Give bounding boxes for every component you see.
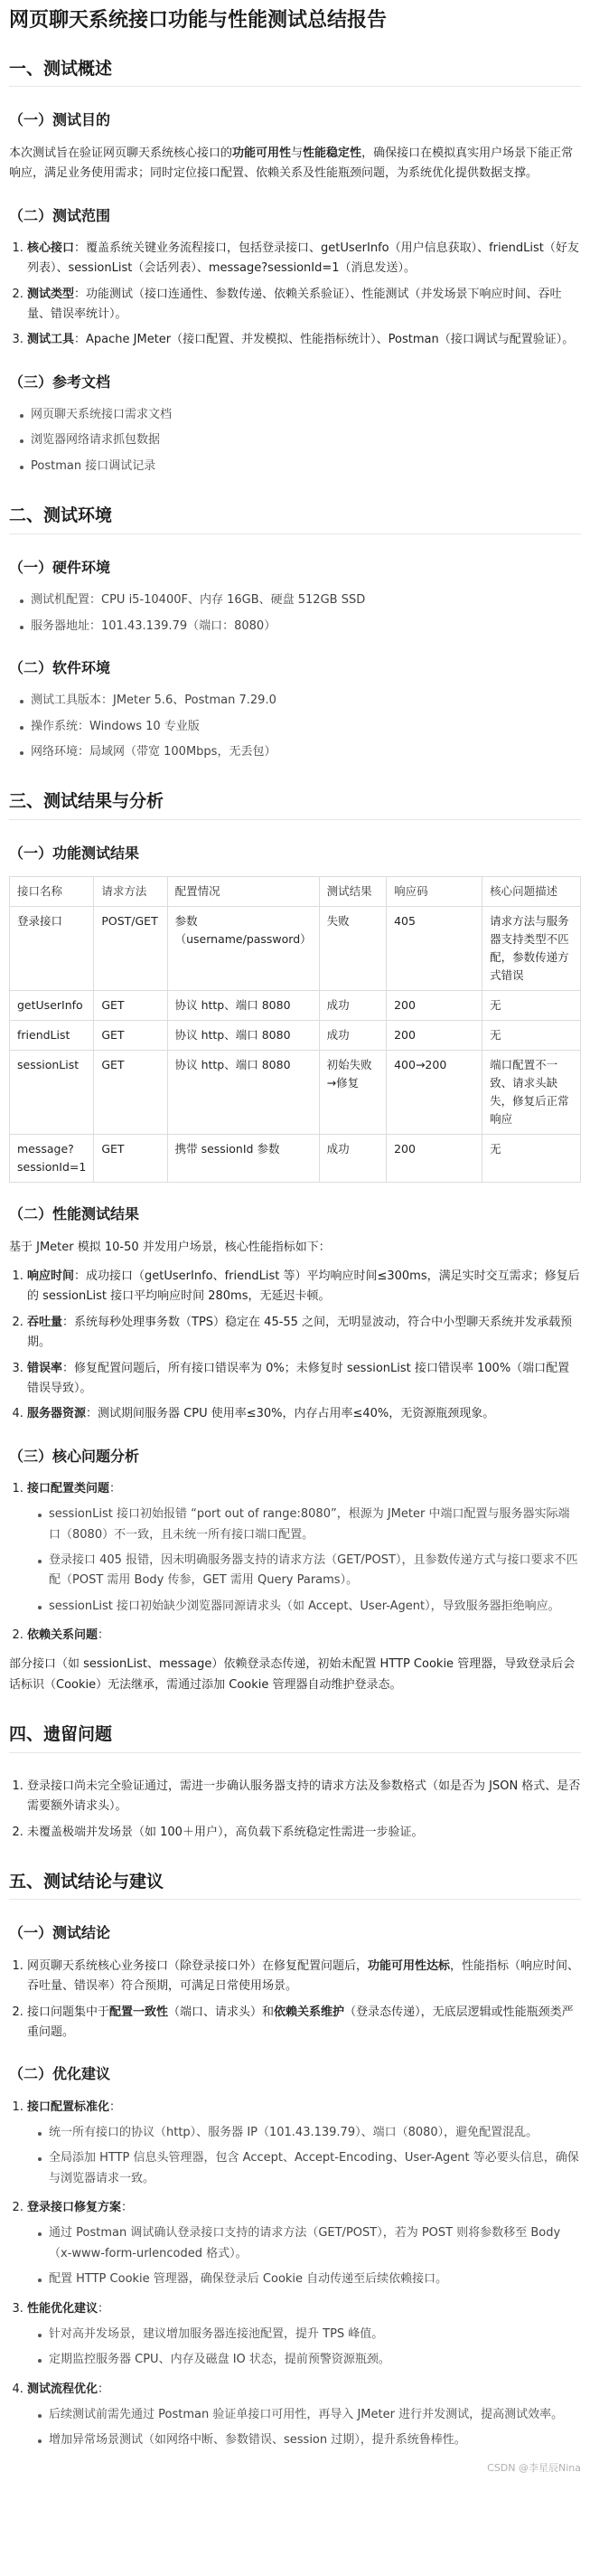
section-results-heading: 三、测试结果与分析 [9, 789, 581, 820]
section-remaining-issues-heading: 四、遗留问题 [9, 1722, 581, 1753]
table-cell: 参数（username/password） [167, 907, 319, 991]
column-header: 接口名称 [10, 877, 94, 907]
table-cell: 无 [482, 1135, 581, 1183]
conclusion-heading: （一）测试结论 [9, 1924, 111, 1942]
column-header: 响应码 [387, 877, 482, 907]
scope-list [9, 239, 581, 351]
conclusion-list [9, 1957, 581, 2043]
suggestions-heading: （二）优化建议 [9, 2065, 111, 2083]
column-header: 核心问题描述 [482, 877, 581, 907]
table-cell: 400→200 [387, 1051, 482, 1135]
table-cell: 登录接口 [10, 907, 94, 991]
suggestion-group: 4. 测试流程优化： 后续测试前需先通过 Postman 验证单接口可用性，再导入 JMeter 进行并发测试，提高测试效率。 增加异常场景测试（如网络中断、参数错误、session 过期），提升系统鲁棒性。 [27, 2380, 581, 2451]
table-row [10, 991, 581, 1021]
issues-heading: （三）核心问题分析 [9, 1447, 140, 1465]
table-header-row [10, 877, 581, 907]
watermark: CSDN @李星辰Nina [487, 2461, 581, 2474]
performance-intro: 基于 JMeter 模拟 10-50 并发用户场景，核心性能指标如下： [9, 1240, 331, 1254]
hardware-list [9, 590, 581, 637]
table-cell: 携带 sessionId 参数 [167, 1135, 319, 1183]
list-item: 3. 测试工具：Apache JMeter（接口配置、并发模拟、性能指标统计）、Postman（接口调试与配置验证）。 [27, 330, 581, 350]
list-item: 操作系统：Windows 10 专业版 [20, 717, 581, 737]
list-item: 通过 Postman 调试确认登录接口支持的请求方法（GET/POST），若为 POST 则将参数移至 Body（x-www-form-urlencoded 格式）。 [38, 2223, 581, 2264]
column-header: 测试结果 [319, 877, 386, 907]
table-cell: 端口配置不一致、请求头缺失，修复后正常响应 [482, 1051, 581, 1135]
list-item: sessionList 接口初始缺少浏览器同源请求头（如 Accept、User-Agent），导致服务器拒绝响应。 [38, 1597, 581, 1617]
issue-group-dependency: 2. 依赖关系问题： [27, 1626, 581, 1646]
page-title: 网页聊天系统接口功能与性能测试总结报告 [9, 9, 388, 32]
list-item: 2. 测试类型：功能测试（接口连通性、参数传递、依赖关系验证）、性能测试（并发场景下响应时间、吞吐量、错误率统计）。 [27, 285, 581, 326]
table-cell: 协议 http、端口 8080 [167, 1051, 319, 1135]
table-cell: friendList [10, 1021, 94, 1051]
purpose-heading: （一）测试目的 [9, 111, 111, 129]
suggestion-items [27, 2405, 581, 2451]
software-heading: （二）软件环境 [9, 658, 111, 676]
list-item: 网络环境：局域网（带宽 100Mbps，无丢包） [20, 742, 581, 762]
list-item: 1. 网页聊天系统核心业务接口（除登录接口外）在修复配置问题后，功能可用性达标，性能指标（响应时间、吞吐量、错误率）符合预期，可满足日常使用场景。 [27, 1957, 581, 1997]
list-item: 全局添加 HTTP 信息头管理器，包含 Accept、Accept-Encoding、User-Agent 等必要头信息，确保与浏览器请求一致。 [38, 2148, 581, 2189]
list-item: 配置 HTTP Cookie 管理器，确保登录后 Cookie 自动传递至后续依赖接口。 [38, 2269, 581, 2289]
table-cell: getUserInfo [10, 991, 94, 1021]
functional-results-table [9, 876, 581, 1183]
config-issues-list [27, 1505, 581, 1617]
table-cell: GET [94, 1021, 167, 1051]
list-item: 测试机配置：CPU i5-10400F、内存 16GB、硬盘 512GB SSD [20, 590, 581, 610]
list-item: 服务器地址：101.43.139.79（端口：8080） [20, 617, 581, 637]
table-cell: 协议 http、端口 8080 [167, 1021, 319, 1051]
list-item: 后续测试前需先通过 Postman 验证单接口可用性，再导入 JMeter 进行并发测试，提高测试效率。 [38, 2405, 581, 2425]
table-cell: message?sessionId=1 [10, 1135, 94, 1183]
performance-list [9, 1267, 581, 1425]
performance-results-heading: （二）性能测试结果 [9, 1205, 140, 1223]
suggestion-group: 1. 接口配置标准化： 统一所有接口的协议（http）、服务器 IP（101.43.139.79）、端口（8080），避免配置混乱。 全局添加 HTTP 信息头管理器，包含 Accept、Accept-Encoding、User-Agent 等必要头信息，确保与浏览器请求一致。 [27, 2098, 581, 2189]
hardware-heading: （一）硬件环境 [9, 558, 111, 576]
list-item: 1. 登录接口尚未完全验证通过，需进一步确认服务器支持的请求方法及参数格式（如是否为 JSON 格式、是否需要额外请求头）。 [27, 1777, 581, 1817]
software-list [9, 691, 581, 762]
section-conclusion-heading: 五、测试结论与建议 [9, 1870, 581, 1901]
list-item: 登录接口 405 报错，因未明确服务器支持的请求方法（GET/POST），且参数传递方式与接口要求不匹配（POST 需用 Body 传参，GET 需用 Query Params）。 [38, 1551, 581, 1591]
table-cell: 协议 http、端口 8080 [167, 991, 319, 1021]
column-header: 请求方法 [94, 877, 167, 907]
suggestion-group: 3. 性能优化建议： 针对高并发场景，建议增加服务器连接池配置，提升 TPS 峰值。 定期监控服务器 CPU、内存及磁盘 IO 状态，提前预警资源瓶颈。 [27, 2299, 581, 2371]
table-row [10, 907, 581, 991]
table-cell: 无 [482, 991, 581, 1021]
table-cell: GET [94, 1051, 167, 1135]
list-item: 2. 未覆盖极端并发场景（如 100＋用户），高负载下系统稳定性需进一步验证。 [27, 1823, 581, 1843]
list-item: 4. 服务器资源：测试期间服务器 CPU 使用率≤30%，内存占用率≤40%，无资源瓶颈现象。 [27, 1404, 581, 1424]
list-item: 增加异常场景测试（如网络中断、参数错误、session 过期），提升系统鲁棒性。 [38, 2430, 581, 2450]
functional-results-heading: （一）功能测试结果 [9, 844, 140, 862]
references-heading: （三）参考文档 [9, 373, 111, 391]
table-cell: 200 [387, 1021, 482, 1051]
table-cell: 请求方法与服务器支持类型不匹配，参数传递方式错误 [482, 907, 581, 991]
list-item: 2. 吞吐量：系统每秒处理事务数（TPS）稳定在 45-55 之间，无明显波动，符合中小型聊天系统并发承载预期。 [27, 1313, 581, 1354]
table-cell: sessionList [10, 1051, 94, 1135]
list-item: 针对高并发场景，建议增加服务器连接池配置，提升 TPS 峰值。 [38, 2325, 581, 2345]
table-cell: 无 [482, 1021, 581, 1051]
issues-list [9, 1479, 581, 1647]
list-item: 网页聊天系统接口需求文档 [20, 405, 581, 425]
suggestion-items [27, 2123, 581, 2189]
list-item: sessionList 接口初始报错 “port out of range:8080”，根源为 JMeter 中端口配置与服务器实际端口（8080）不一致，且未统一所有接口端口配置。 [38, 1505, 581, 1545]
list-item: 2. 接口问题集中于配置一致性（端口、请求头）和依赖关系维护（登录态传递），无底层逻辑或性能瓶颈类严重问题。 [27, 2003, 581, 2043]
table-cell: POST/GET [94, 907, 167, 991]
table-cell: 成功 [319, 1021, 386, 1051]
list-item: 统一所有接口的协议（http）、服务器 IP（101.43.139.79）、端口（8080），避免配置混乱。 [38, 2123, 581, 2143]
table-cell: 初始失败→修复 [319, 1051, 386, 1135]
list-item: 3. 错误率：修复配置问题后，所有接口错误率为 0%；未修复时 sessionList 接口错误率 100%（端口配置错误导致）。 [27, 1359, 581, 1400]
purpose-paragraph: 本次测试旨在验证网页聊天系统核心接口的功能可用性与性能稳定性，确保接口在模拟真实用户场景下能正常响应，满足业务使用需求；同时定位接口配置、依赖关系及性能瓶颈问题，为系统优化提供数据支撑。 [9, 146, 574, 181]
suggestions-list [9, 2098, 581, 2451]
table-row [10, 1051, 581, 1135]
remaining-issues-list [9, 1777, 581, 1843]
table-cell: 成功 [319, 991, 386, 1021]
scope-heading: （二）测试范围 [9, 206, 111, 224]
table-cell: 200 [387, 1135, 482, 1183]
table-row [10, 1021, 581, 1051]
table-cell: 405 [387, 907, 482, 991]
issue-group-config: 1. 接口配置类问题： sessionList 接口初始报错 “port out of range:8080”，根源为 JMeter 中端口配置与服务器实际端口（8080）不一致，且未统一所有接口端口配置。 登录接口 405 报错，因未明确服务器支持的请求方法（GET/POST），且参数传递方式与接口要求不匹配（POST 需用 Body 传参，GET 需用 Query Params）。 sessionList 接口初始缺少浏览器同源请求头（如 Accept、User-Agent），导致服务器拒绝响应。 [27, 1479, 581, 1617]
table-row [10, 1135, 581, 1183]
dependency-issue-paragraph: 部分接口（如 sessionList、message）依赖登录态传递，初始未配置 HTTP Cookie 管理器，导致登录后会话标识（Cookie）无法继承，需通过添加 Cookie 管理器自动维护登录态。 [9, 1657, 576, 1692]
table-cell: GET [94, 1135, 167, 1183]
list-item: 浏览器网络请求抓包数据 [20, 430, 581, 450]
table-cell: 成功 [319, 1135, 386, 1183]
table-cell: GET [94, 991, 167, 1021]
suggestion-items [27, 2223, 581, 2289]
list-item: 定期监控服务器 CPU、内存及磁盘 IO 状态，提前预警资源瓶颈。 [38, 2350, 581, 2370]
table-cell: 失败 [319, 907, 386, 991]
suggestion-group: 2. 登录接口修复方案： 通过 Postman 调试确认登录接口支持的请求方法（GET/POST），若为 POST 则将参数移至 Body（x-www-form-urlencoded 格式）。 配置 HTTP Cookie 管理器，确保登录后 Cookie 自动传递至后续依赖接口。 [27, 2198, 581, 2289]
section-overview-heading: 一、测试概述 [9, 57, 581, 88]
list-item: 1. 核心接口：覆盖系统关键业务流程接口，包括登录接口、getUserInfo（用户信息获取）、friendList（好友列表）、sessionList（会话列表）、message?sessionId=1（消息发送）。 [27, 239, 581, 279]
list-item: 1. 响应时间：成功接口（getUserInfo、friendList 等）平均响应时间≤300ms，满足实时交互需求；修复后的 sessionList 接口平均响应时间 280ms，无延迟卡顿。 [27, 1267, 581, 1307]
table-cell: 200 [387, 991, 482, 1021]
list-item: 测试工具版本：JMeter 5.6、Postman 7.29.0 [20, 691, 581, 711]
section-environment-heading: 二、测试环境 [9, 504, 581, 534]
references-list [9, 405, 581, 477]
column-header: 配置情况 [167, 877, 319, 907]
suggestion-items [27, 2325, 581, 2371]
list-item: Postman 接口调试记录 [20, 457, 581, 477]
